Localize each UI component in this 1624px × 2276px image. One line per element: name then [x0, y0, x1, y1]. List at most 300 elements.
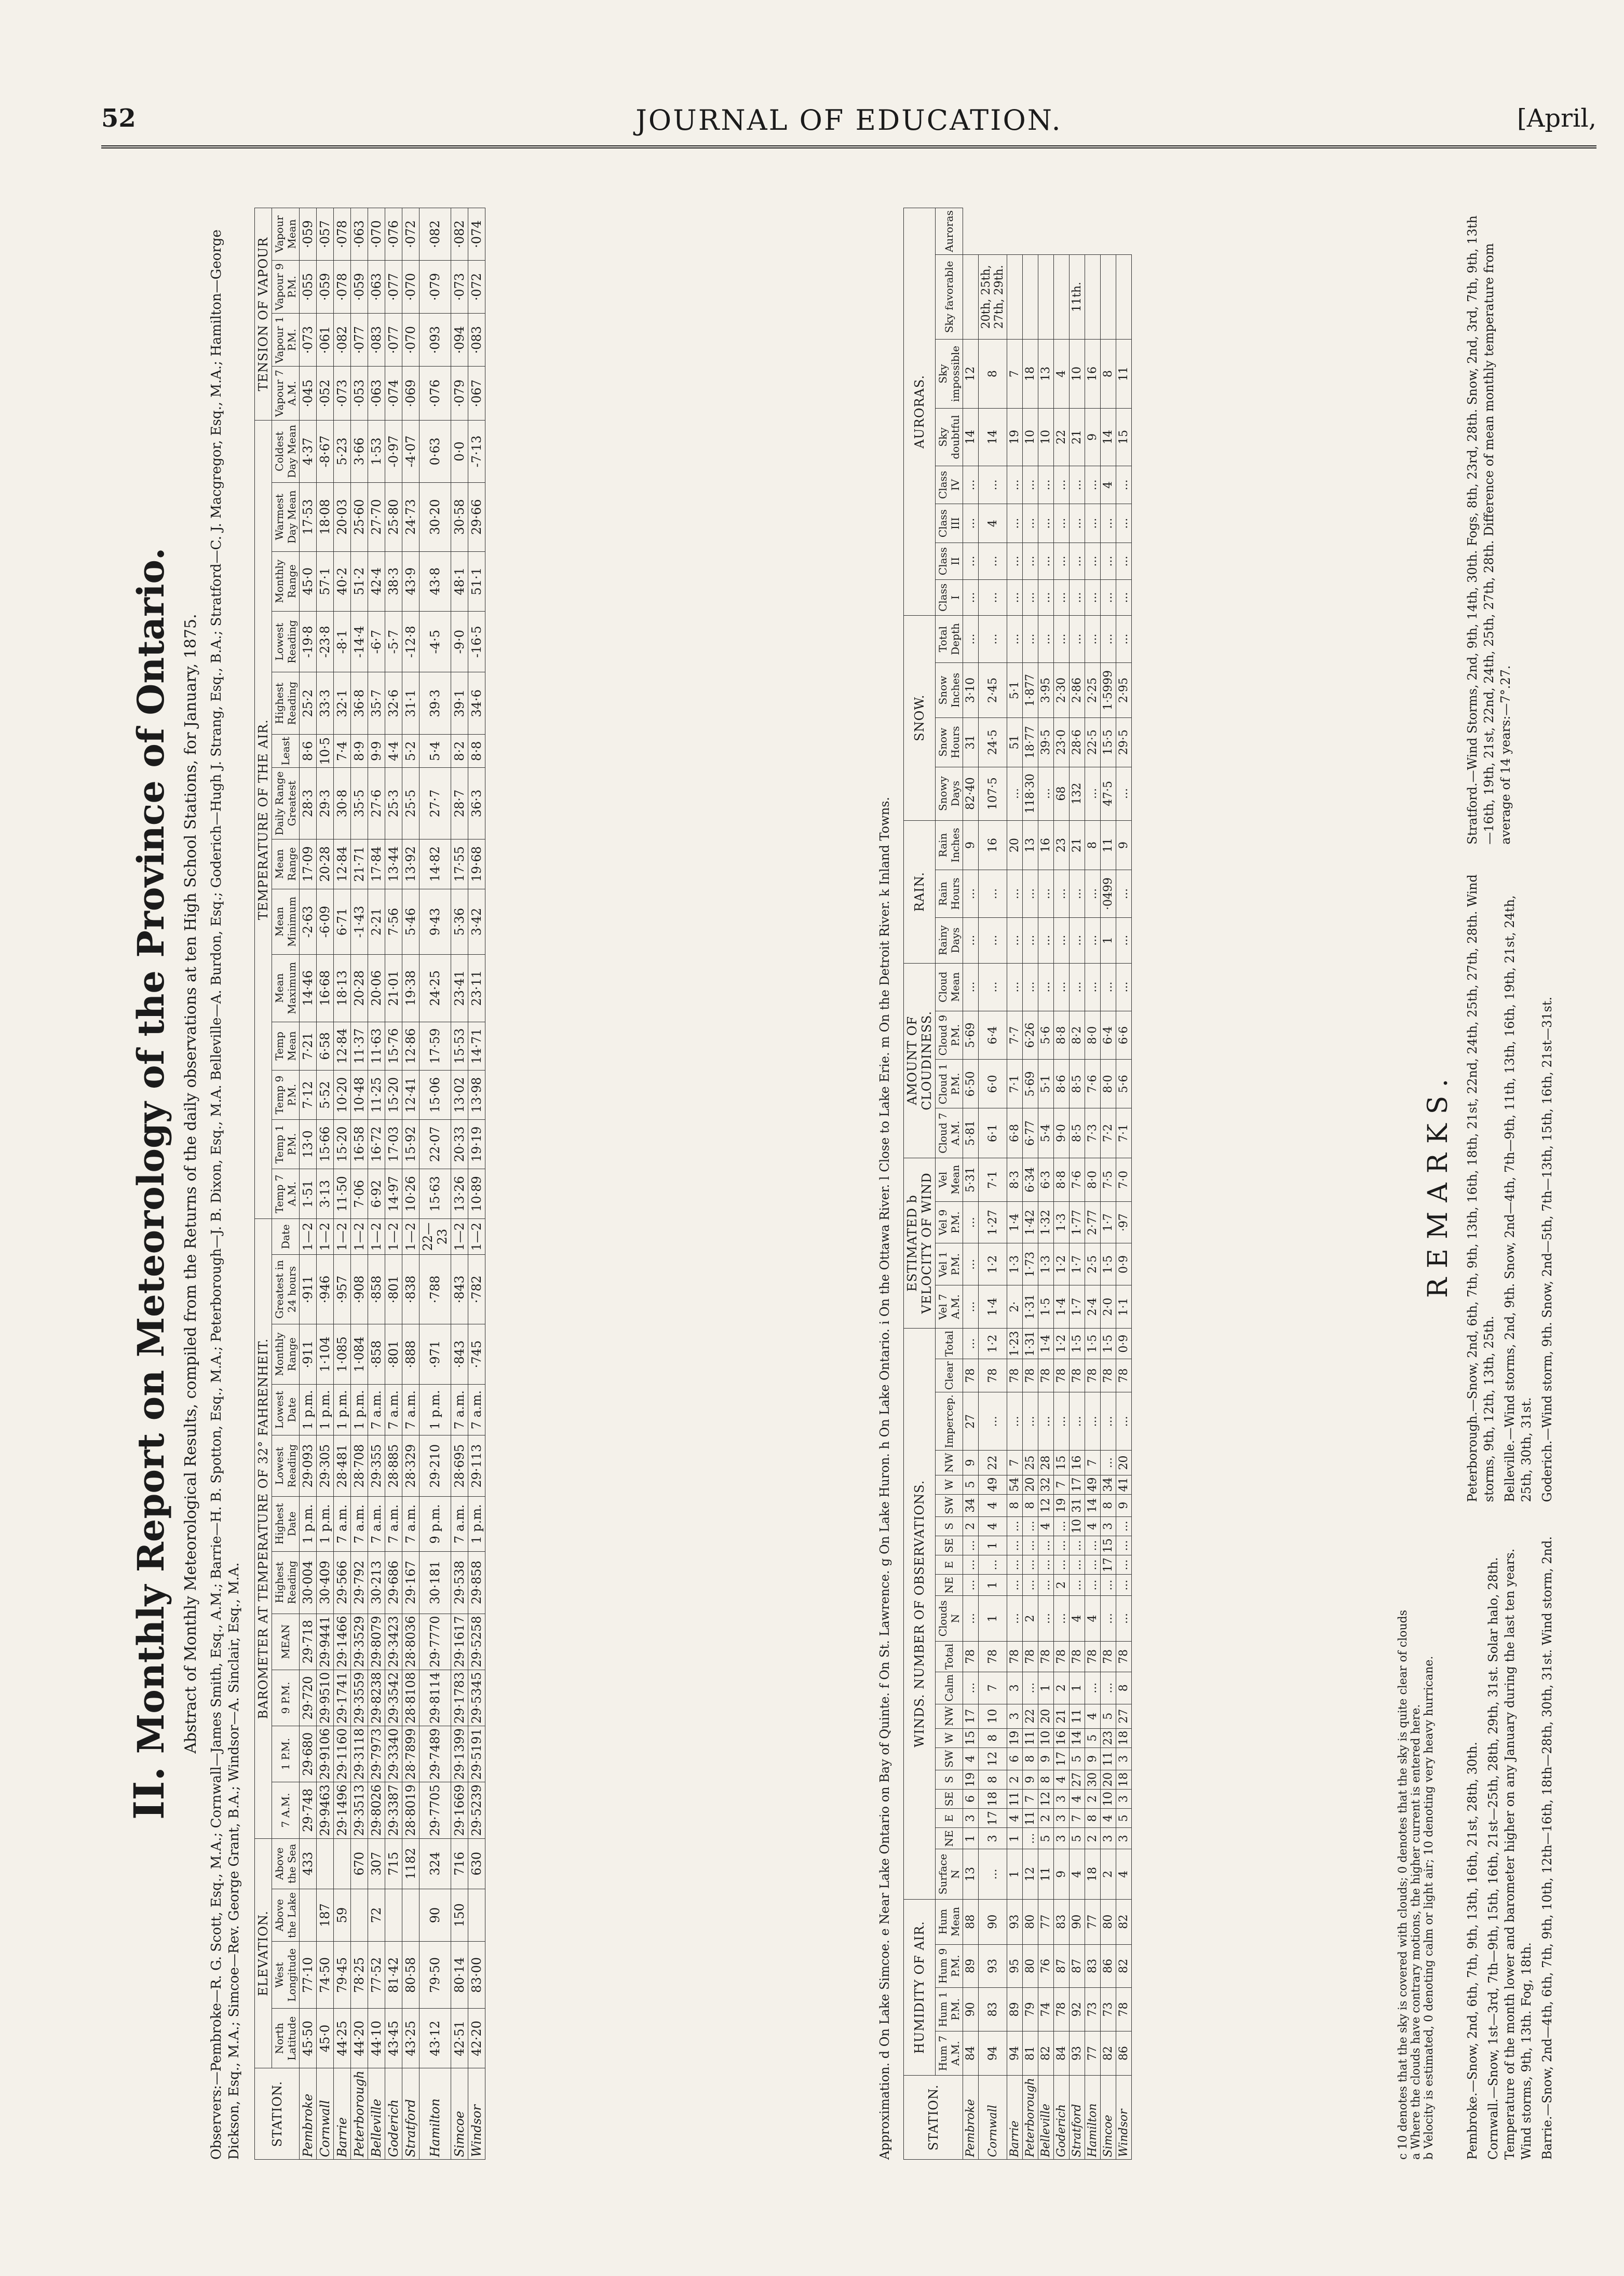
table-cell: 132	[1070, 767, 1085, 820]
table-cell	[351, 1889, 368, 1941]
table-cell: 1·51	[300, 1169, 317, 1218]
table-cell: 1·5	[1070, 1328, 1085, 1359]
t1-column-header: Warmest Day Mean	[272, 482, 300, 551]
table-cell: 13	[963, 1849, 979, 1899]
table-cell: 5·31	[963, 1158, 979, 1201]
table-cell: 1 p.m.	[468, 1497, 485, 1552]
table-cell: 1	[979, 1575, 1007, 1596]
table-cell: ...	[963, 1575, 979, 1596]
table-cell: 9·43	[419, 889, 451, 955]
table-cell: ...	[1038, 543, 1054, 579]
table-row	[1070, 208, 1085, 2160]
table-cell: 2	[1085, 1789, 1101, 1808]
table-cell: 10	[1070, 1516, 1085, 1536]
table-cell: 14	[1085, 1494, 1101, 1516]
table-cell: ·070	[402, 260, 419, 313]
table-cell: ·073	[300, 314, 317, 367]
table-cell: ·063	[368, 260, 385, 313]
table-cell: ...	[1116, 917, 1132, 963]
table-cell: ...	[1085, 767, 1101, 820]
table-cell: 78	[1054, 1641, 1070, 1672]
t2-column-header: Sky impossible	[936, 339, 963, 408]
table-cell: 90	[419, 1889, 451, 1941]
table-cell: 17·09	[300, 839, 317, 889]
station-name: Cornwall	[979, 2076, 1007, 2160]
table-cell: 11	[1101, 1747, 1116, 1770]
table-cell: 39·1	[451, 672, 468, 735]
table-cell: 30·181	[419, 1551, 451, 1614]
table-cell: ...	[1054, 1536, 1070, 1555]
table-cell: ...	[1116, 870, 1132, 917]
table-cell: ...	[1085, 580, 1101, 615]
t1-column-header: Vapour 9 P.M.	[272, 260, 300, 313]
table-cell: 83	[1054, 1899, 1070, 1944]
table1-footnote: Approximation. d On Lake Simcoe. e Near Lake Ontario on Bay of Quinte. f On St. Lawrence. g On Lake Huron. h On Lake Ontario. i On the Ottawa River. l Close to Lake Erie. m On the Detroit River. k Inland Towns.	[877, 796, 892, 2160]
table-cell: 17·55	[451, 839, 468, 889]
table-cell: 6·58	[317, 1022, 334, 1070]
table-cell: 6·26	[1023, 1011, 1038, 1060]
t2-column-header: W	[936, 1728, 963, 1747]
table-cell: 90	[963, 1988, 979, 2031]
table-cell: ...	[963, 1328, 979, 1359]
table-cell: 9	[1085, 1747, 1101, 1770]
table-cell: ...	[1038, 1536, 1054, 1555]
table-cell: 28·8108	[402, 1670, 419, 1726]
table-cell: 1·53	[368, 421, 385, 483]
table-cell: 43·9	[402, 551, 419, 611]
table-cell: 21·01	[385, 954, 402, 1022]
table-cell: 11	[1101, 820, 1116, 870]
table-cell: 47·5	[1101, 767, 1116, 820]
table-cell: 6·1	[979, 1108, 1007, 1158]
table-cell: 29·8114	[419, 1670, 451, 1726]
table-cell: 4	[963, 1747, 979, 1770]
t1-column-header: Greatest in 24 hours	[272, 1254, 300, 1324]
table-cell: 35·5	[351, 768, 368, 839]
table-cell: 7·6	[1070, 1158, 1085, 1201]
table-cell: 14	[979, 409, 1007, 466]
table-cell: 29·1160	[334, 1726, 351, 1782]
table-cell: ...	[1070, 580, 1085, 615]
table-cell: 82	[1101, 2031, 1116, 2076]
table-cell	[300, 1889, 317, 1941]
table-cell: 2·4	[1085, 1285, 1101, 1329]
table-cell: 29·093	[300, 1435, 317, 1497]
table-cell: 3	[1116, 1789, 1132, 1808]
table-cell: 8	[1007, 1494, 1023, 1516]
table-cell: ...	[1085, 1555, 1101, 1575]
table-cell: 29·9106	[317, 1726, 334, 1782]
table-cell: 1·27	[979, 1201, 1007, 1243]
table-cell: 11	[1007, 1789, 1023, 1808]
table-cell: 42·20	[468, 2009, 485, 2068]
table-cell: 7 a.m.	[451, 1497, 468, 1552]
table-cell: 5·36	[451, 889, 468, 955]
table-cell: 29·1496	[334, 1782, 351, 1838]
table-cell: 150	[451, 1889, 468, 1941]
table-cell: 1·5	[1038, 1285, 1054, 1329]
table-cell: 11	[1023, 1728, 1038, 1747]
table-cell: 1·31	[1023, 1285, 1038, 1329]
table-cell: ...	[1101, 543, 1116, 579]
table-cell: 3·10	[963, 663, 979, 717]
table-cell: 76	[1038, 1944, 1054, 1988]
table-cell: 16	[1085, 339, 1101, 408]
table-cell: 18	[1023, 339, 1038, 408]
table-cell: 78	[1101, 1641, 1116, 1672]
table-cell: -1·43	[351, 889, 368, 955]
table-cell: 33·3	[317, 672, 334, 735]
table-cell: 20	[1007, 820, 1023, 870]
table-cell: ...	[1023, 580, 1038, 615]
table-cell: 3	[1101, 1828, 1116, 1849]
table-cell: 1 p.m.	[351, 1384, 368, 1435]
table-cell: ·077	[385, 314, 402, 367]
table-cell: ·070	[402, 314, 419, 367]
table-cell: 78	[1070, 1359, 1085, 1392]
table-cell: 10	[1038, 1728, 1054, 1747]
table-cell: 94	[1007, 2031, 1023, 2076]
table-cell: 9	[1085, 409, 1101, 466]
table-cell: 2	[963, 1516, 979, 1536]
winds-rain-snow-table	[903, 208, 1132, 2160]
t2-column-header: Calm	[936, 1672, 963, 1704]
table-cell: 23·0	[1054, 717, 1070, 767]
table-cell: ...	[1116, 963, 1132, 1011]
table-cell: 9	[1054, 1849, 1070, 1899]
t2-column-header: Hum 9 P.M.	[936, 1944, 963, 1988]
table-cell: 1·3	[1038, 1243, 1054, 1285]
table-cell: 23	[1054, 820, 1070, 870]
table-cell: ·801	[385, 1324, 402, 1384]
table-cell: 7 a.m.	[402, 1384, 419, 1435]
group-temperature: TEMPERATURE OF THE AIR.	[255, 421, 272, 1219]
table-cell: ...	[1101, 1596, 1116, 1642]
t2-column-header: Cloud 1 P.M.	[936, 1060, 963, 1108]
table-cell: ...	[1023, 504, 1038, 543]
t1-column-header: Vapour Mean	[272, 208, 300, 261]
table-row	[1023, 208, 1038, 2160]
table-cell: 1·32	[1038, 1201, 1054, 1243]
table-cell: ...	[1116, 1516, 1132, 1536]
table-cell: 16	[1070, 1451, 1085, 1475]
table-cell: ...	[1007, 1536, 1023, 1555]
table-cell: 83·00	[468, 1942, 485, 2009]
table-cell: 78	[1007, 1641, 1023, 1672]
table-cell: 4	[1070, 1789, 1085, 1808]
table-cell: 1—2	[368, 1219, 385, 1255]
table-cell: 7·2	[1101, 1108, 1116, 1158]
table-cell: 8·3	[1007, 1158, 1023, 1201]
table-cell: 2·21	[368, 889, 385, 955]
table-cell: 10	[979, 1704, 1007, 1728]
table-cell: 29·858	[468, 1551, 485, 1614]
table-cell: 3	[1007, 1672, 1023, 1704]
table-cell: ·063	[351, 208, 368, 261]
t2-column-header: Rainy Days	[936, 917, 963, 963]
table-cell: 6·92	[368, 1169, 385, 1218]
table-cell: 4	[1085, 1704, 1101, 1728]
table-cell: ...	[1038, 1596, 1054, 1642]
table-cell: 78	[979, 1641, 1007, 1672]
table-cell: 59	[334, 1889, 351, 1941]
table-cell: ...	[1038, 1575, 1054, 1596]
table-cell: 29·5191	[468, 1726, 485, 1782]
observers-list: Observers:—Pembroke—R. G. Scott, Esq., M.A.; Cornwall—James Smith, Esq., A.M.; Barrie—H. B. Spotton, Esq., M.A.; Peterborough—J. B. Dixon, Esq., M.A. Belleville—A. Burdon, Esq.; Goderich—Hugh J. Strang, Esq., B.A.; Stratford—C. J. Macgregor, Esq., M.A.; Hamilton—George Dickson, Esq., M.A.; Simcoe—Rev. George Grant, B.A.; Windsor—A. Sinclair, Esq., M.A.	[209, 229, 242, 2160]
table-cell: 42·4	[368, 551, 385, 611]
t1-column-header: Vapour 7 A.M.	[272, 367, 300, 421]
table-cell: 78	[1038, 1359, 1054, 1392]
table-cell: 5	[1070, 1747, 1085, 1770]
table-cell: 45·50	[300, 2009, 317, 2068]
table-cell: 6·8	[1007, 1108, 1023, 1158]
t1-column-header: Coldest Day Mean	[272, 421, 300, 483]
table-cell: ·843	[451, 1254, 468, 1324]
table-row	[468, 208, 485, 2160]
table-cell: 6·6	[1116, 1011, 1132, 1060]
table-cell: 7	[1054, 1475, 1070, 1494]
table-cell: ...	[1007, 1555, 1023, 1575]
table-cell: ·801	[385, 1254, 402, 1324]
table-cell: 12	[1038, 1494, 1054, 1516]
table-cell: ...	[979, 1849, 1007, 1899]
table-cell: 8	[1085, 1809, 1101, 1828]
table-cell: 187	[317, 1889, 334, 1941]
table-cell	[963, 254, 979, 339]
table-cell: 1·7	[1101, 1201, 1116, 1243]
table-cell: 1·77	[1070, 1201, 1085, 1243]
table-cell: 29·680	[300, 1726, 317, 1782]
table-cell: ...	[1023, 615, 1038, 663]
table-cell: 8·2	[451, 735, 468, 768]
table-cell: 28·7	[451, 768, 468, 839]
table-cell: 29·1466	[334, 1614, 351, 1670]
table-cell: 15	[1054, 1451, 1070, 1475]
table-cell: ...	[1038, 870, 1054, 917]
table-cell: 19	[1054, 1494, 1070, 1516]
table-cell: ...	[979, 466, 1007, 504]
table-cell: 44·25	[334, 2009, 351, 2068]
table-cell: 78	[1101, 1359, 1116, 1392]
table-cell: 24·73	[402, 482, 419, 551]
table-cell: 80·14	[451, 1942, 468, 2009]
table-cell: ...	[979, 1392, 1007, 1451]
t2-column-header: S	[936, 1516, 963, 1536]
table-cell: 5·81	[963, 1108, 979, 1158]
table-cell: ...	[1038, 466, 1054, 504]
table-cell: 1·4	[1054, 1285, 1070, 1329]
table-cell: ...	[1054, 504, 1070, 543]
table-row	[451, 208, 468, 2160]
t2-column-header: Rain Hours	[936, 870, 963, 917]
table-cell: ...	[1085, 917, 1101, 963]
table-cell: 8·8	[1054, 1158, 1070, 1201]
table-cell: 7 a.m.	[334, 1497, 351, 1552]
table-cell: 15·66	[317, 1119, 334, 1169]
group-velocity: ESTIMATED b VELOCITY OF WIND	[904, 1158, 936, 1328]
report-title	[125, 187, 173, 2180]
table-cell: 107·5	[979, 767, 1007, 820]
station-name: Stratford	[402, 2068, 419, 2160]
table-cell: 51·1	[468, 551, 485, 611]
table-cell: 1·7	[1070, 1285, 1085, 1329]
table-cell: 78	[1054, 1359, 1070, 1392]
table-cell	[1038, 254, 1054, 339]
remark-pembroke: Pembroke.—Snow, 2nd, 6th, 7th, 9th, 13th, 16th, 21st, 28th, 30th.	[1465, 1742, 1480, 2160]
t2-column-header: S	[936, 1770, 963, 1789]
table-cell: 2·86	[1070, 663, 1085, 717]
t2-column-header: Total Depth	[936, 615, 963, 663]
table-cell: ·843	[451, 1324, 468, 1384]
table-cell: 21	[1070, 409, 1085, 466]
table-cell: ...	[963, 466, 979, 504]
table-cell: ...	[1007, 543, 1023, 579]
table-cell: -7·13	[468, 421, 485, 483]
table-cell: 29·1783	[451, 1670, 468, 1726]
table-cell: ...	[1023, 917, 1038, 963]
table-cell: 25·2	[300, 672, 317, 735]
table-cell: 7 a.m.	[385, 1497, 402, 1552]
table-cell: 12	[1038, 1789, 1054, 1808]
table-cell: ...	[1070, 963, 1085, 1011]
table-cell: ·053	[351, 367, 368, 421]
table-cell: 93	[1070, 2031, 1085, 2076]
table-cell: 78	[1038, 1641, 1054, 1672]
table-cell: 80	[1101, 1899, 1116, 1944]
table-cell: 6·0	[979, 1060, 1007, 1108]
table-cell: ...	[963, 917, 979, 963]
table-cell: 1—2	[300, 1219, 317, 1255]
table-cell: 23·41	[451, 954, 468, 1022]
t1-column-header: Lowest Reading	[272, 611, 300, 672]
table-cell: 6	[963, 1789, 979, 1808]
t2-column-header: Vel 7 A.M.	[936, 1285, 963, 1329]
table-cell: 17	[979, 1809, 1007, 1828]
table-cell: 14·46	[300, 954, 317, 1022]
table-cell: 6·50	[963, 1060, 979, 1108]
table-cell: 9	[1038, 1747, 1054, 1770]
table-cell: ...	[1007, 1392, 1023, 1451]
table-cell: 1·3	[1007, 1243, 1023, 1285]
table-cell: 29·3387	[385, 1782, 402, 1838]
table-cell: 77	[1085, 1899, 1101, 1944]
table-cell: 78	[1023, 1641, 1038, 1672]
rotated-report	[114, 187, 1609, 2180]
table-cell: 78·25	[351, 1942, 368, 2009]
t1-column-header: Above the Sea	[272, 1838, 300, 1889]
remark-peterborough: Peterborough.—Snow, 2nd, 6th, 7th, 9th, 13th, 16th, 18th, 21st, 22nd, 24th, 25th, 27th, 28th. Wind storms, 9th, 12th, 13th, 25th.	[1465, 874, 1496, 1502]
table-cell: ...	[1007, 1516, 1023, 1536]
table-cell: -9·0	[451, 611, 468, 672]
t1-column-header: Monthly Range	[272, 551, 300, 611]
table-cell: 3	[1007, 1704, 1023, 1728]
table-cell: 7	[1085, 1451, 1101, 1475]
table-cell: 3·13	[317, 1169, 334, 1218]
table-cell	[1116, 254, 1132, 339]
t2-column-header: Cloud 7 A.M.	[936, 1108, 963, 1158]
table-cell: ...	[979, 870, 1007, 917]
table-cell: ...	[1116, 1536, 1132, 1555]
table-cell: ...	[963, 580, 979, 615]
table-cell: 28·695	[451, 1435, 468, 1497]
table-cell: 1	[1007, 1849, 1023, 1899]
note-b: b Velocity is estimated, 0 denoting calm or light air; 10 denoting very heavy hurricane.	[1423, 1656, 1436, 2160]
table-cell: 40·2	[334, 551, 351, 611]
table-cell: 15·53	[451, 1022, 468, 1070]
table-cell: 28·708	[351, 1435, 368, 1497]
table-cell: 10	[1023, 409, 1038, 466]
t2-column-header: E	[936, 1809, 963, 1828]
table-cell: 28·329	[402, 1435, 419, 1497]
table-cell: ·911	[300, 1324, 317, 1384]
table-cell: ...	[1070, 1575, 1085, 1596]
table-cell: 74	[1038, 1988, 1054, 2031]
table-cell: 27·70	[368, 482, 385, 551]
table-cell: 324	[419, 1838, 451, 1889]
table-cell: ...	[979, 1555, 1007, 1575]
t1-column-header: 9 P.M.	[272, 1670, 300, 1726]
table-cell: 7·1	[1116, 1108, 1132, 1158]
table-cell: 6·34	[1023, 1158, 1038, 1201]
table-cell: 8·6	[300, 735, 317, 768]
table-cell: 79·50	[419, 1942, 451, 2009]
table-cell: ...	[1007, 917, 1023, 963]
station-name: Goderich	[1054, 2076, 1070, 2160]
table-cell: 8·8	[468, 735, 485, 768]
table-cell: ...	[1054, 870, 1070, 917]
table-cell: 18	[1116, 1728, 1132, 1747]
table-cell: 4	[1054, 339, 1070, 408]
table-cell: 20	[1038, 1704, 1054, 1728]
table-cell: 12·86	[402, 1022, 419, 1070]
table-cell: 84	[963, 2031, 979, 2076]
table-cell: 13·02	[451, 1071, 468, 1120]
t2-column-header: Class III	[936, 504, 963, 543]
table-cell: 1	[979, 1536, 1007, 1555]
table-cell: -5·7	[385, 611, 402, 672]
table-cell: ...	[1101, 1672, 1116, 1704]
table-cell: 10·20	[334, 1071, 351, 1120]
table-cell: ·072	[402, 208, 419, 261]
table-cell: 7·0	[1116, 1158, 1132, 1201]
table-cell: ...	[1007, 466, 1023, 504]
table-cell: 2	[1007, 1770, 1023, 1789]
table-cell: 8	[979, 1770, 1007, 1789]
table-cell: 28·8036	[402, 1614, 419, 1670]
t2-column-header: Hum 1 P.M.	[936, 1988, 963, 2031]
t2-column-header: Class I	[936, 580, 963, 615]
t2-column-header: Surface N	[936, 1849, 963, 1899]
t2-column-header: Vel 1 P.M.	[936, 1243, 963, 1285]
table-cell: ...	[1023, 1392, 1038, 1451]
table-cell: 29·3529	[351, 1614, 368, 1670]
t2-column-header: Rain Inches	[936, 820, 963, 870]
table-cell: 8·6	[1054, 1060, 1070, 1108]
table-cell: 29·305	[317, 1435, 334, 1497]
table-cell: ...	[963, 1201, 979, 1243]
table-cell: -0·97	[385, 421, 402, 483]
table-cell: 7 a.m.	[451, 1384, 468, 1435]
table-cell: 1·42	[1023, 1201, 1038, 1243]
table-cell: ·074	[385, 367, 402, 421]
table-cell: 13	[1038, 339, 1054, 408]
temperature-barometer-table	[254, 208, 485, 2160]
table-cell: 1	[1101, 917, 1116, 963]
table-cell: 86	[1116, 2031, 1132, 2076]
table-cell: ·911	[300, 1254, 317, 1324]
table-cell: -8·1	[334, 611, 351, 672]
t2-column-header: Auroras	[936, 208, 963, 255]
